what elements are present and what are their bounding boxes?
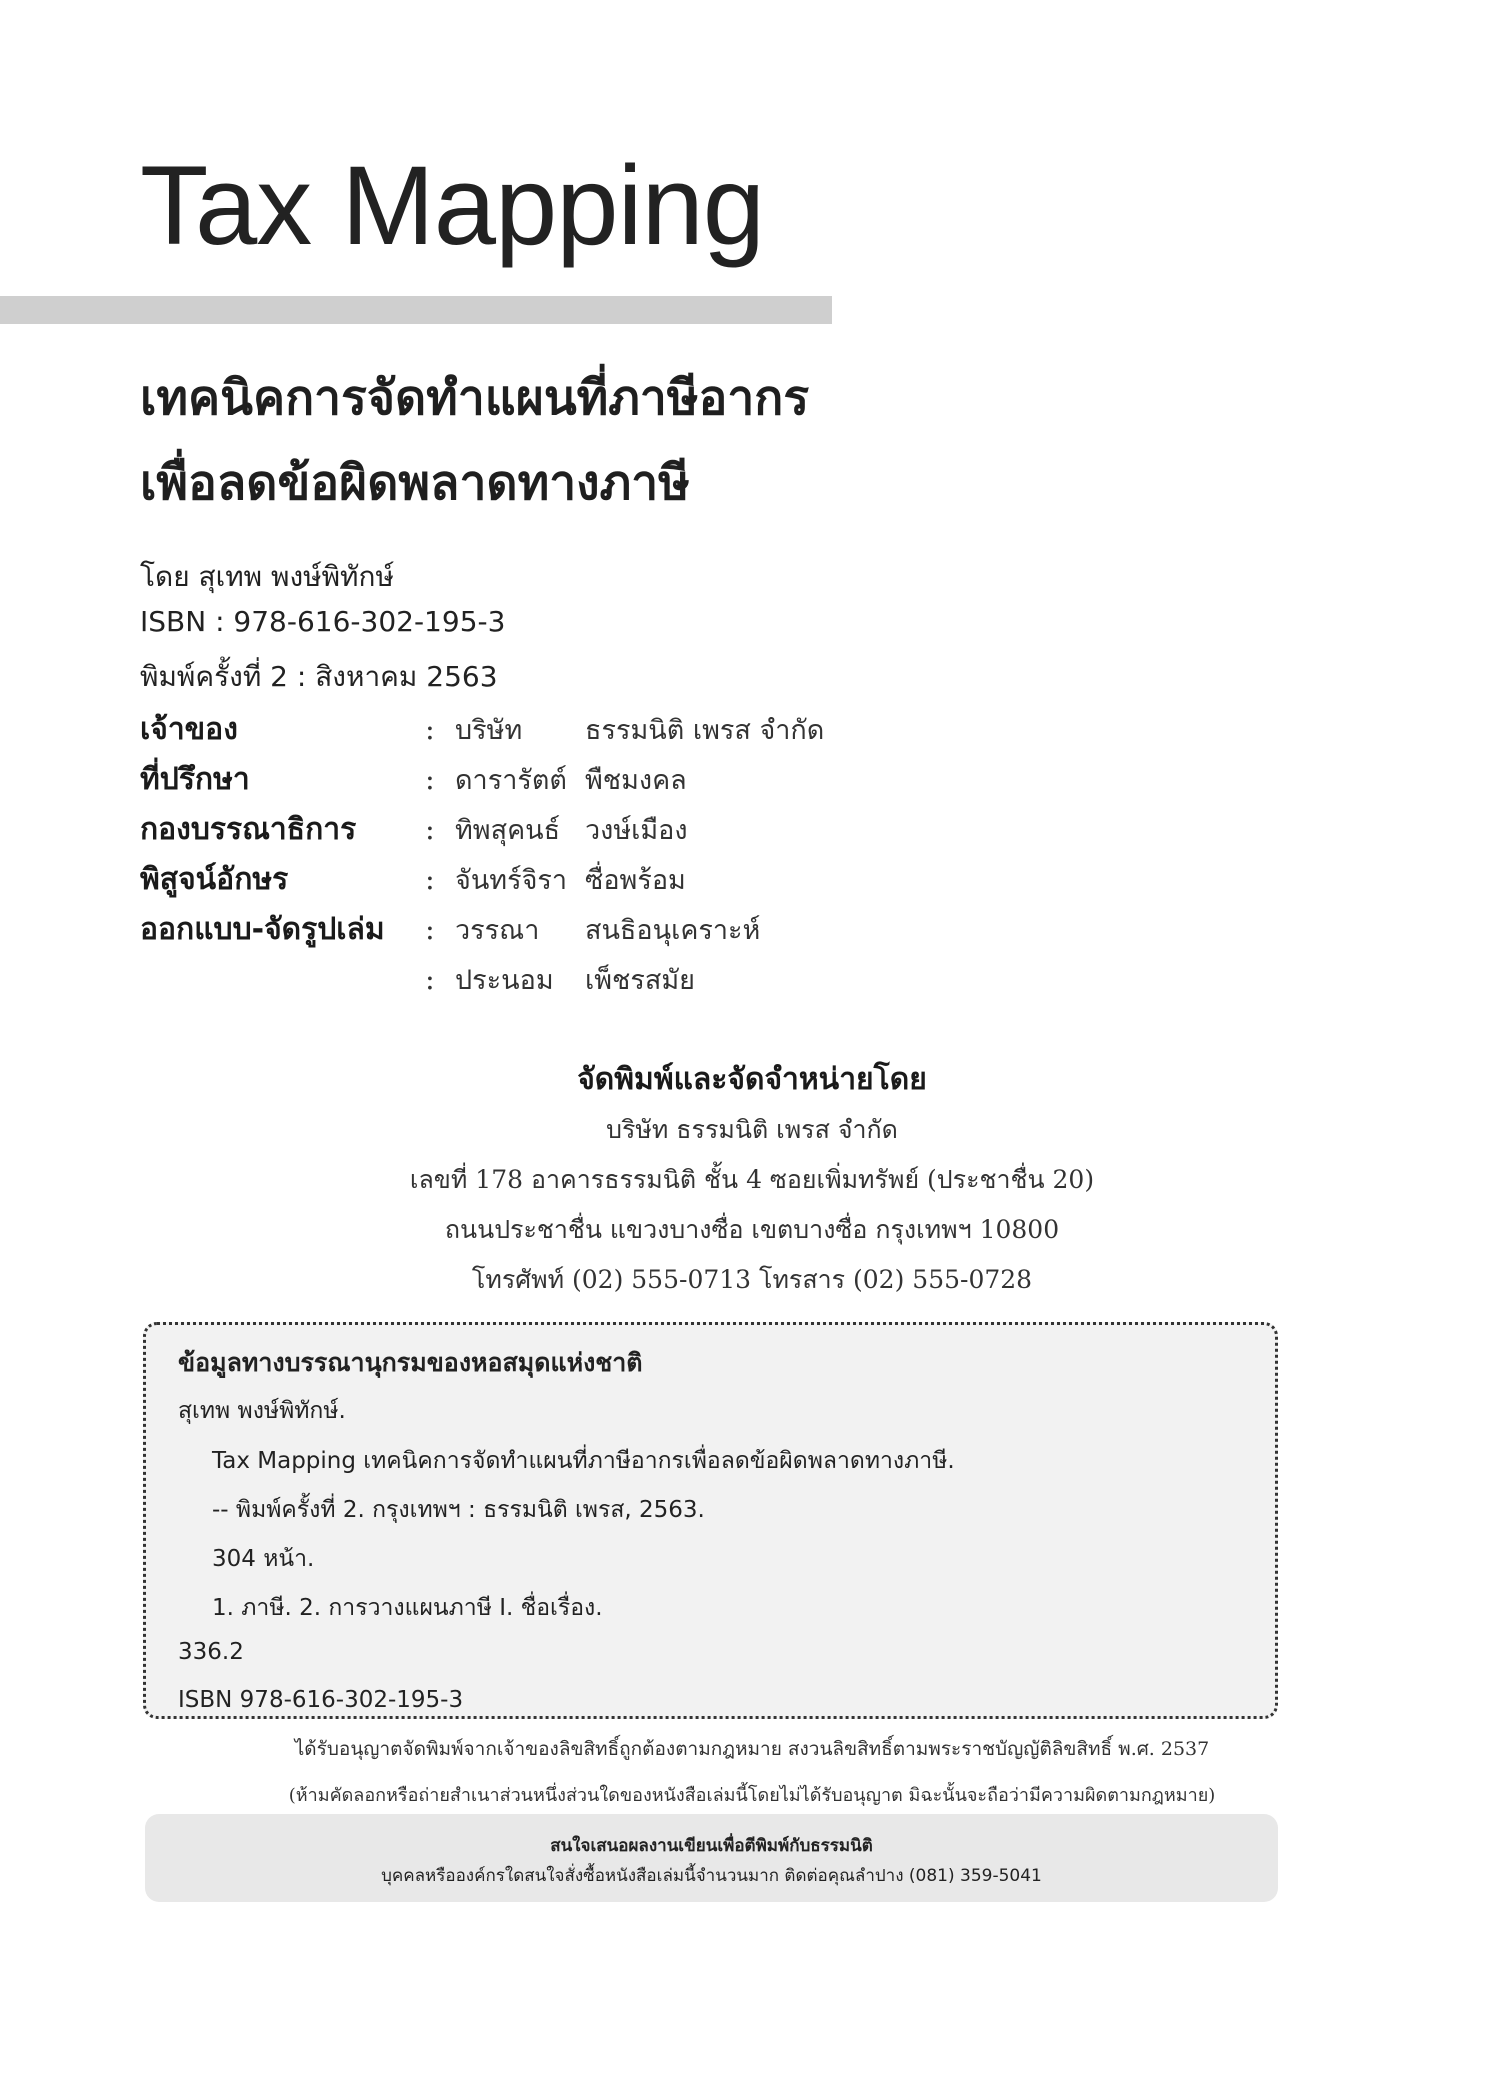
credit-role: กองบรรณาธิการ <box>140 811 357 847</box>
copyright-warning: (ห้ามคัดลอกหรือถ่ายสำเนาส่วนหนึ่งส่วนใดของหนังสือเล่มนี้โดยไม่ได้รับอนุญาต มิฉะนั้นจะถือว่ามีความผิดตามกฎหมาย) <box>288 1785 1216 1806</box>
credit-row <box>140 754 824 804</box>
catalog-line: สุเทพ พงษ์พิทักษ์. <box>178 1398 346 1424</box>
author-line: โดย สุเทพ พงษ์พิทักษ์ <box>140 560 394 593</box>
credit-row <box>140 854 824 904</box>
edition-line: พิมพ์ครั้งที่ 2 : สิงหาคม 2563 <box>140 660 498 693</box>
credit-row <box>140 804 824 854</box>
subtitle-line-2: เพื่อลดข้อผิดพลาดทางภาษี <box>140 455 690 511</box>
credit-last-name: เพ็ชรสมัย <box>585 964 695 996</box>
publisher-name: บริษัท ธรรมนิติ เพรส จำกัด <box>606 1115 898 1144</box>
publisher-heading: จัดพิมพ์และจัดจำหน่ายโดย <box>577 1062 927 1097</box>
catalog-data-box <box>143 1322 1278 1719</box>
credit-last-name: วงษ์เมือง <box>585 814 688 846</box>
credit-last-name: ซื่อพร้อม <box>585 864 686 896</box>
credit-first-name: ดารารัตต์ <box>455 764 567 796</box>
credit-colon: : <box>425 912 435 946</box>
credit-first-name: บริษัท <box>455 714 523 746</box>
publisher-phone-fax: โทรศัพท์ (02) 555-0713 โทรสาร (02) 555-0728 <box>471 1265 1033 1294</box>
credit-colon: : <box>425 962 435 996</box>
credit-colon: : <box>425 712 435 746</box>
title-divider-bar <box>0 296 832 324</box>
credit-last-name: ธรรมนิติ เพรส จำกัด <box>585 714 825 746</box>
credit-colon: : <box>425 862 435 896</box>
copyright-notice: ได้รับอนุญาตจัดพิมพ์จากเจ้าของลิขสิทธิ์ถูกต้องตามกฎหมาย สงวนลิขสิทธิ์ตามพระราชบัญญัติลิขสิทธิ์ พ.ศ. 2537 <box>294 1738 1210 1760</box>
subtitle-line-1: เทคนิคการจัดทำแผนที่ภาษีอากร <box>140 370 810 426</box>
contact-box <box>145 1814 1278 1902</box>
credit-role: พิสูจน์อักษร <box>140 861 289 897</box>
catalog-line: ISBN 978-616-302-195-3 <box>178 1687 464 1713</box>
credit-role: ที่ปรึกษา <box>140 761 250 797</box>
credit-colon: : <box>425 812 435 846</box>
credit-row <box>140 704 824 754</box>
credit-row <box>140 954 824 1004</box>
contact-details: บุคคลหรือองค์กรใดสนใจสั่งซื้อหนังสือเล่มนี้จำนวนมาก ติดต่อคุณลำปาง (081) 359-5041 <box>381 1866 1042 1886</box>
catalog-line: Tax Mapping เทคนิคการจัดทำแผนที่ภาษีอากรเพื่อลดข้อผิดพลาดทางภาษี. <box>212 1448 955 1474</box>
credit-role: ออกแบบ-จัดรูปเล่ม <box>140 911 385 947</box>
credit-first-name: ประนอม <box>455 964 554 996</box>
credit-first-name: วรรณา <box>455 914 540 946</box>
credit-role: เจ้าของ <box>140 711 238 747</box>
contact-heading: สนใจเสนอผลงานเขียนเพื่อตีพิมพ์กับธรรมนิติ <box>550 1836 873 1856</box>
credit-row <box>140 904 824 954</box>
credits-list <box>140 704 824 1004</box>
publisher-address-line-2: ถนนประชาชื่น แขวงบางซื่อ เขตบางซื่อ กรุงเทพฯ 10800 <box>444 1215 1060 1244</box>
catalog-line: 336.2 <box>178 1639 244 1665</box>
catalog-heading: ข้อมูลทางบรรณานุกรมของหอสมุดแห่งชาติ <box>178 1348 643 1377</box>
credit-first-name: ทิพสุคนธ์ <box>455 814 561 846</box>
catalog-line: -- พิมพ์ครั้งที่ 2. กรุงเทพฯ : ธรรมนิติ เพรส, 2563. <box>212 1497 705 1523</box>
publisher-address-line-1: เลขที่ 178 อาคารธรรมนิติ ชั้น 4 ซอยเพิ่มทรัพย์ (ประชาชื่น 20) <box>409 1165 1095 1194</box>
book-title: Tax Mapping <box>140 143 765 268</box>
credit-last-name: สนธิอนุเคราะห์ <box>585 914 761 946</box>
credit-first-name: จันทร์จิรา <box>455 864 568 896</box>
catalog-line: 304 หน้า. <box>212 1546 315 1572</box>
credit-last-name: พืชมงคล <box>585 764 687 796</box>
credit-colon: : <box>425 762 435 796</box>
catalog-line: 1. ภาษี. 2. การวางแผนภาษี I. ชื่อเรื่อง. <box>212 1595 603 1621</box>
isbn-line: ISBN : 978-616-302-195-3 <box>140 605 506 638</box>
